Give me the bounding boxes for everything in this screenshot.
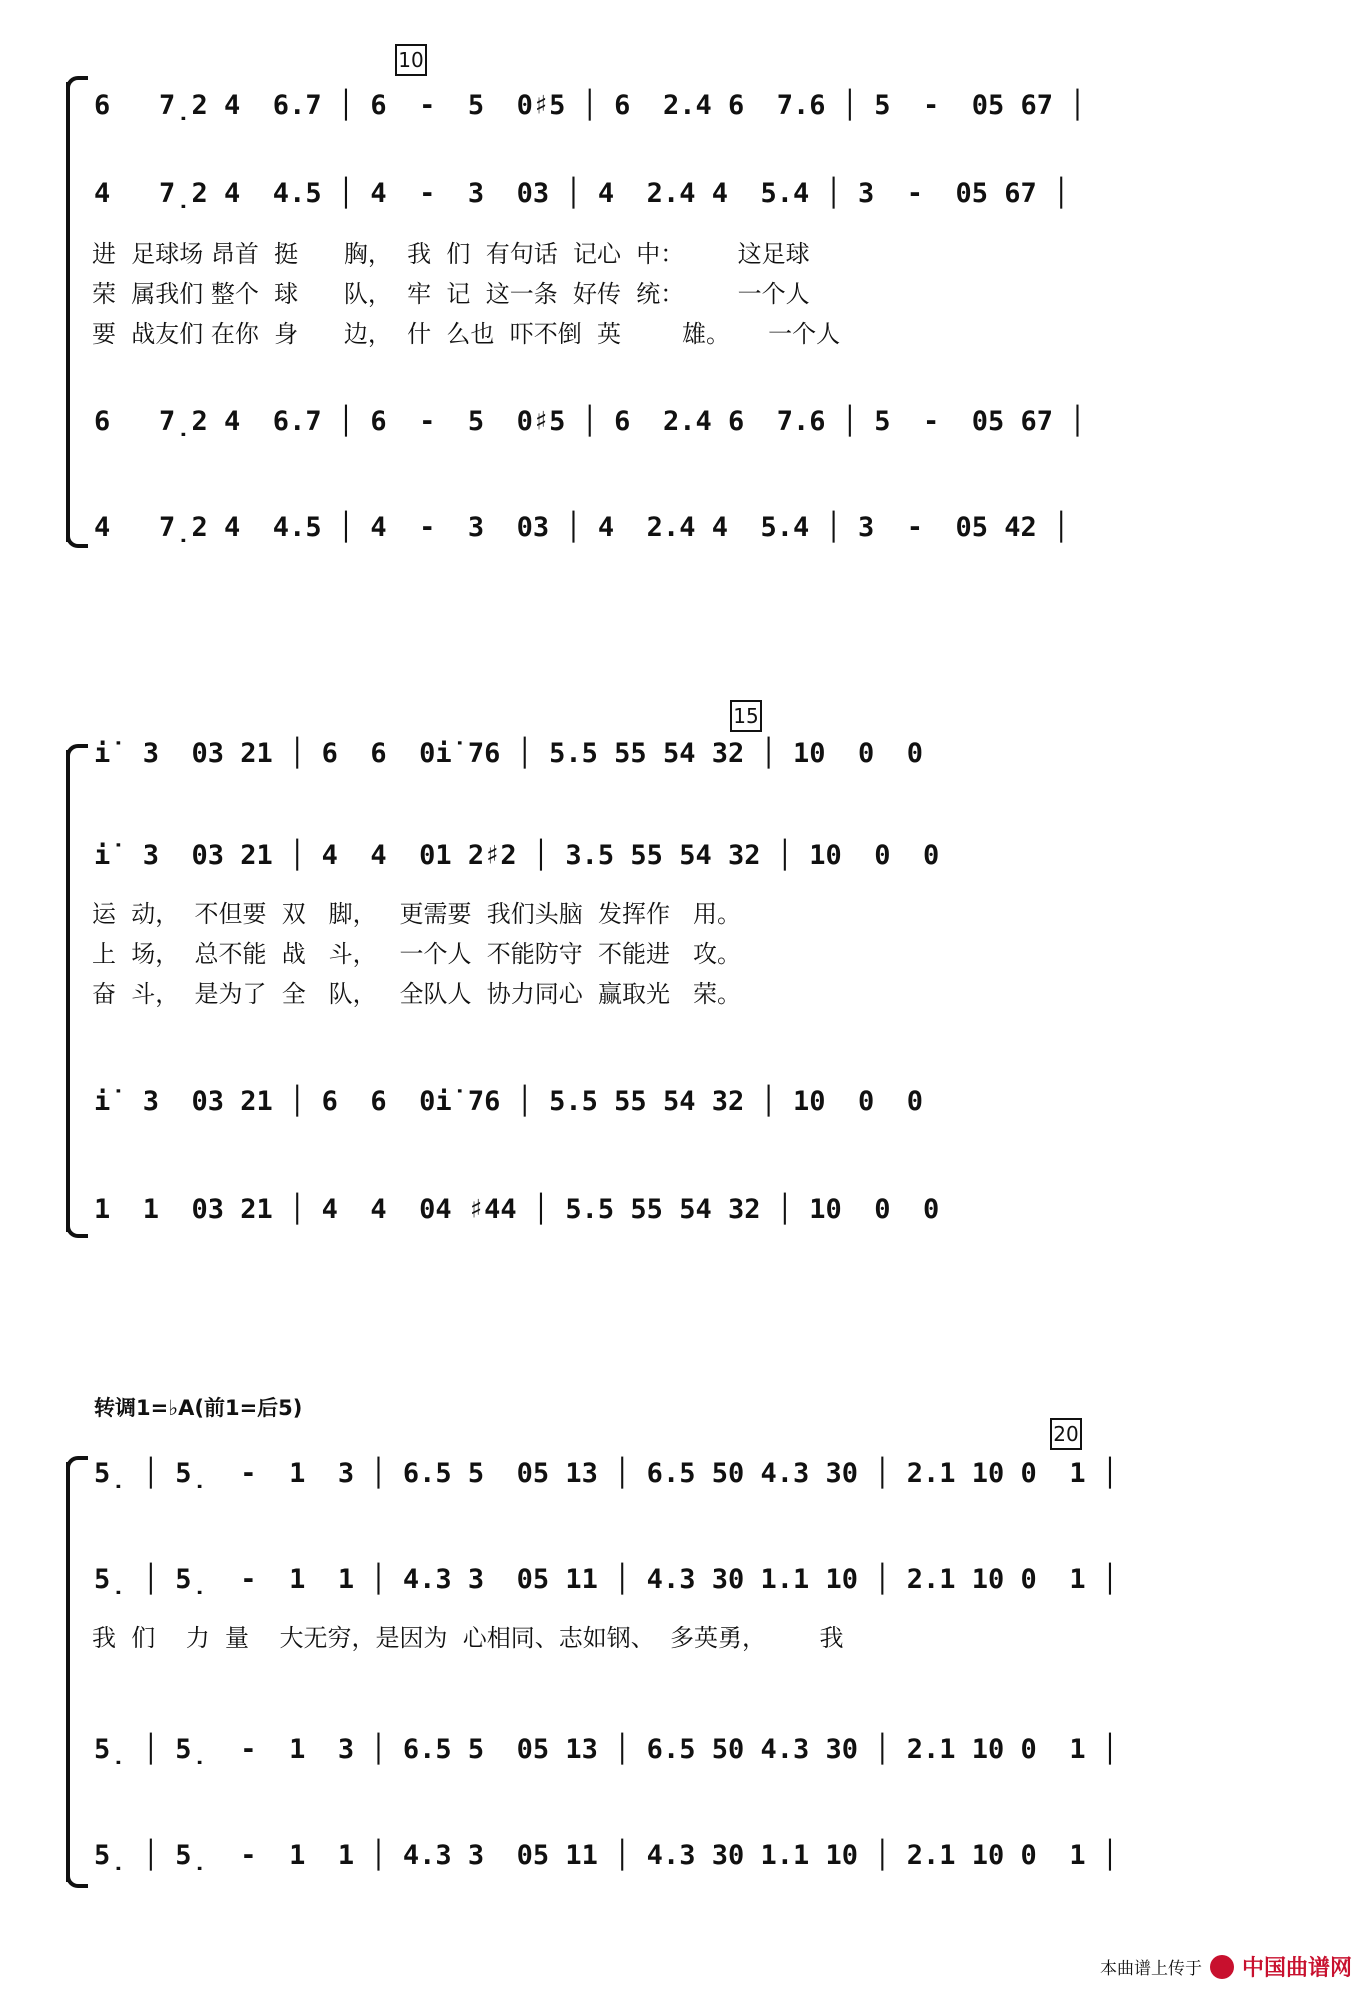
system-2-part-4: 1 1 03 21 │ 4 4 04 ♯44 │ 5.5 55 54 32 │ 10 0 0 xyxy=(94,1194,940,1225)
system-2-lyric-3: 奋 斗， 是为了 全 队， 全队人 协力同心 赢取光 荣。 xyxy=(92,980,741,1008)
site-name[interactable]: 中国曲谱网 xyxy=(1241,1956,1352,1981)
system-1-part-4: 4 7̣2 4 4.5 │ 4 - 3 03 │ 4 2.4 4 5.4 │ 3 - 05 42 │ xyxy=(94,512,1070,543)
system-3-part-3: 5̣ │ 5̣ - 1 3 │ 6.5 5 05 13 │ 6.5 50 4.3 30 │ 2.1 10 0 1 │ xyxy=(94,1734,1119,1765)
upload-text: 本曲谱上传于 xyxy=(1099,1959,1202,1979)
system-2-part-3: i̇ 3 03 21 │ 6 6 0i̇ 76 │ 5.5 55 54 32 │ 10 0 0 xyxy=(94,1086,924,1117)
site-logo-icon xyxy=(1210,1955,1234,1979)
system-3-part-4: 5̣ │ 5̣ - 1 1 │ 4.3 3 05 11 │ 4.3 30 1.1 10 │ 2.1 10 0 1 │ xyxy=(94,1840,1119,1871)
system-2-lyric-1: 运 动， 不但要 双 脚， 更需要 我们头脑 发挥作 用。 xyxy=(92,900,741,928)
system-1-lyric-1: 进 足球场 昂首 挺 胸， 我 们 有句话 记心 中： 这足球 xyxy=(92,240,810,268)
system-3-part-1: 5̣ │ 5̣ - 1 3 │ 6.5 5 05 13 │ 6.5 50 4.3 30 │ 2.1 10 0 1 │ xyxy=(94,1458,1119,1489)
system-1-lyric-2: 荣 属我们 整个 球 队， 牢 记 这一条 好传 统： 一个人 xyxy=(92,280,810,308)
system-3-lyric-1: 我 们 力 量 大无穷，是因为 心相同、志如钢、 多英勇， 我 xyxy=(92,1624,844,1652)
system-2-part-2: i̇ 3 03 21 │ 4 4 01 2♯2 │ 3.5 55 54 32 │ 10 0 0 xyxy=(94,840,940,871)
system-1-part-3: 6 7̣2 4 6.7 │ 6 - 5 0♯5 │ 6 2.4 6 7.6 │ 5 - 05 67 │ xyxy=(94,406,1086,437)
system-3-part-2: 5̣ │ 5̣ - 1 1 │ 4.3 3 05 11 │ 4.3 30 1.1 10 │ 2.1 10 0 1 │ xyxy=(94,1564,1119,1595)
system-2-part-1: i̇ 3 03 21 │ 6 6 0i̇ 76 │ 5.5 55 54 32 │ 10 0 0 xyxy=(94,738,924,769)
footer-watermark xyxy=(1100,1951,1352,1982)
measure-number-15: 15 xyxy=(730,700,762,732)
system-2-lyric-2: 上 场， 总不能 战 斗， 一个人 不能防守 不能进 攻。 xyxy=(92,940,741,968)
key-change-label: 转调1=♭A(前1=后5) xyxy=(94,1396,303,1420)
system-1-bracket xyxy=(66,82,70,542)
system-1-lyric-3: 要 战友们 在你 身 边， 什 么也 吓不倒 英 雄。 一个人 xyxy=(92,320,841,348)
system-3-bracket xyxy=(66,1462,70,1882)
system-1-part-1: 6 7̣2 4 6.7 │ 6 - 5 0♯5 │ 6 2.4 6 7.6 │ 5 - 05 67 │ xyxy=(94,90,1086,121)
measure-number-20: 20 xyxy=(1050,1418,1082,1450)
system-2-bracket xyxy=(66,750,70,1232)
system-1-part-2: 4 7̣2 4 4.5 │ 4 - 3 03 │ 4 2.4 4 5.4 │ 3 - 05 67 │ xyxy=(94,178,1070,209)
measure-number-10: 10 xyxy=(395,44,427,76)
